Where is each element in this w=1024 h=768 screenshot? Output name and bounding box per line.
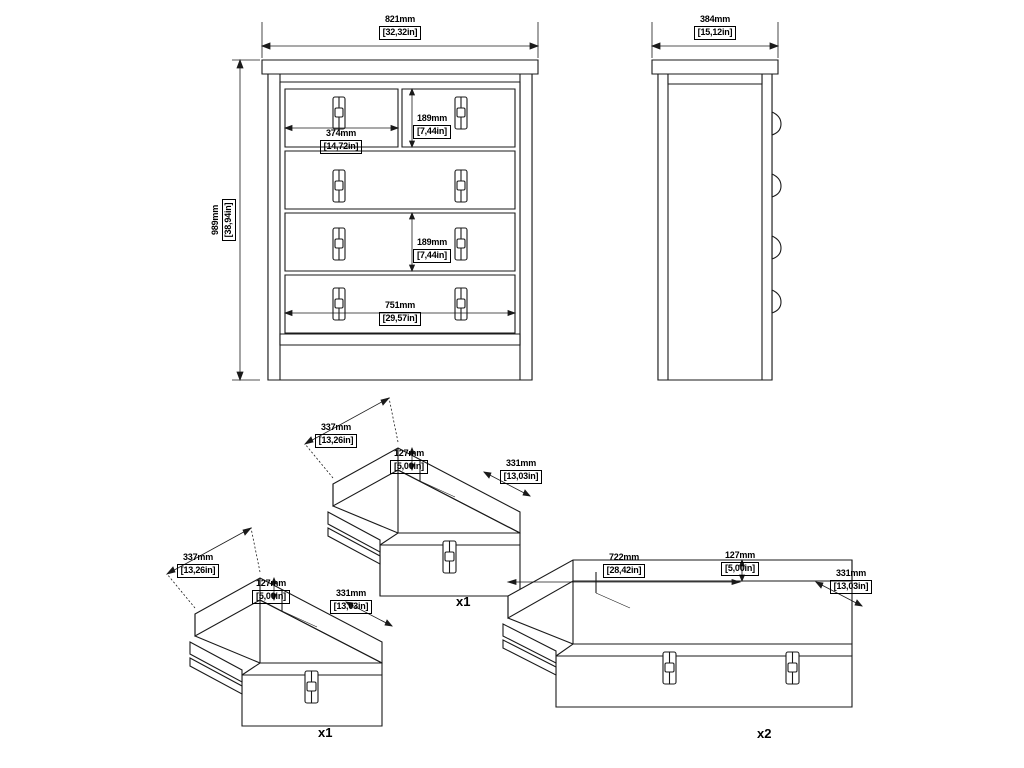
dim-front-large-drawer-height: 189mm [7,44in] xyxy=(404,237,460,263)
dim-drawer-small-lower-depth: 331mm [13,03in] xyxy=(322,588,380,614)
dim-front-small-drawer-height: 189mm [7,44in] xyxy=(404,113,460,139)
drawer-large-group xyxy=(503,560,862,707)
dim-drawer-large-depth: 331mm [13,03in] xyxy=(822,568,880,594)
dim-front-overall-height: 989mm [38,94in] xyxy=(210,188,236,252)
dim-drawer-large-height: 127mm [5,00in] xyxy=(712,550,768,576)
dim-drawer-small-upper-height: 127mm [5,00in] xyxy=(381,448,437,474)
dim-drawer-small-lower-width: 337mm [13,26in] xyxy=(167,552,229,578)
qty-drawer-small-lower: x1 xyxy=(318,725,333,740)
qty-drawer-small-upper: x1 xyxy=(456,594,471,609)
dim-front-large-drawer-width: 751mm [29,57in] xyxy=(368,300,432,326)
dim-drawer-small-upper-width: 337mm [13,26in] xyxy=(305,422,367,448)
dim-side-overall-depth: 384mm [15,12in] xyxy=(683,14,747,40)
qty-drawer-large: x2 xyxy=(757,726,772,741)
dim-front-overall-width: 821mm [32,32in] xyxy=(368,14,432,40)
dim-front-small-drawer-width: 374mm [14,72in] xyxy=(309,128,373,154)
front-view-group xyxy=(232,22,538,380)
side-view-group xyxy=(652,22,781,380)
dim-drawer-small-upper-depth: 331mm [13,03in] xyxy=(492,458,550,484)
dim-drawer-small-lower-height: 127mm [5,00in] xyxy=(243,578,299,604)
dim-drawer-large-width: 722mm [28,42in] xyxy=(592,552,656,578)
